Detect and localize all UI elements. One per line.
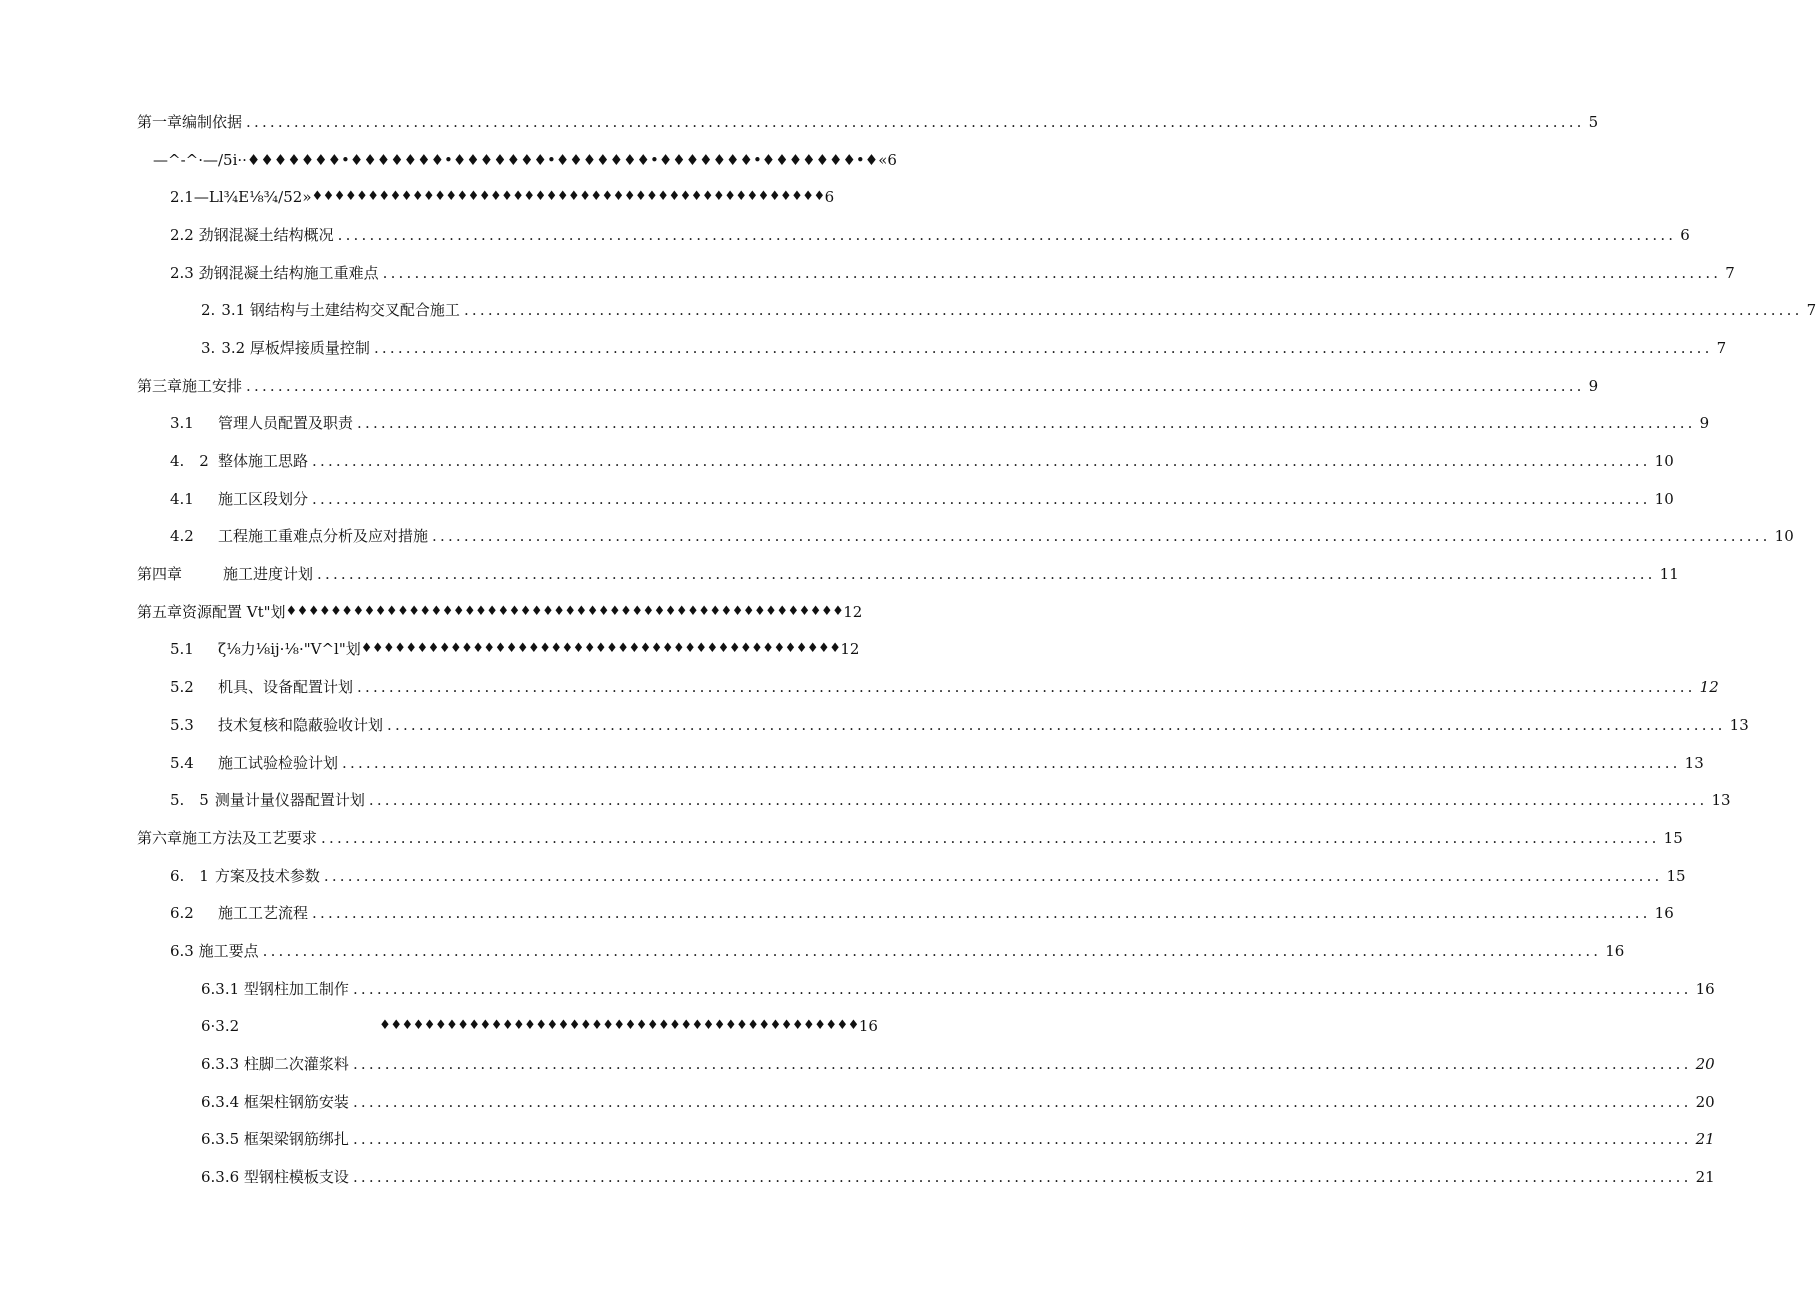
toc-entry-page-number: 5 [1588, 112, 1599, 131]
toc-entry-title: 2.3 劲钢混凝土结构施工重难点 [170, 263, 379, 282]
toc-entry[interactable] [0, 518, 1794, 556]
toc-entry-number: 5. 5 [170, 791, 209, 810]
toc-entry-number: 4. 2 [170, 452, 209, 471]
toc-dot-leader [246, 376, 1585, 396]
toc-dot-leader [383, 263, 1722, 283]
toc-entry-title: 第六章施工方法及工艺要求 [137, 828, 318, 847]
table-of-contents [0, 103, 1816, 1196]
toc-entry-page-number: 16 [858, 1017, 878, 1036]
toc-entry-page-number: 13 [1684, 753, 1704, 772]
toc-entry-title: 6.3.3 柱脚二次灌浆料 [201, 1055, 349, 1074]
toc-entry-page-number: 13 [1729, 715, 1749, 734]
toc-dot-leader [321, 828, 1660, 848]
toc-entry[interactable] [0, 593, 920, 631]
toc-dot-leader [374, 338, 1713, 358]
toc-entry-title: 方案及技术参数 [214, 866, 320, 885]
toc-entry[interactable] [0, 254, 1735, 292]
toc-entry[interactable] [0, 970, 1715, 1008]
toc-diamond-leader: ♦♦♦♦♦♦♦♦♦♦♦♦♦♦♦♦♦♦♦♦♦♦♦♦♦♦♦♦♦♦♦♦♦♦♦♦♦♦♦♦♦♦♦ [379, 1018, 859, 1034]
toc-entry-page-number: 11 [1659, 565, 1679, 584]
toc-dot-leader [342, 753, 1681, 773]
toc-entry-title: 3.1 钢结构与土建结构交叉配合施工 [221, 301, 460, 320]
toc-entry-number: 4.1 [170, 489, 194, 508]
toc-entry[interactable] [0, 178, 920, 216]
toc-diamond-leader: ♦♦♦♦♦♦♦♦♦♦♦♦♦♦♦♦♦♦♦♦♦♦♦♦♦♦♦♦♦♦♦♦♦♦♦♦♦♦♦♦♦♦♦♦♦♦♦♦♦♦ [285, 603, 844, 619]
toc-diamond-leader: ♦♦♦♦♦♦♦♦♦♦♦♦♦♦♦♦♦♦♦♦♦♦♦♦♦♦♦♦♦♦♦♦♦♦♦♦♦♦♦♦♦♦♦ [360, 641, 841, 657]
toc-entry[interactable] [0, 1045, 1715, 1083]
toc-entry-page-number: 9 [1699, 414, 1710, 433]
toc-entry-title: 管理人员配置及职责 [218, 414, 354, 433]
toc-entry-page-number: 15 [1666, 866, 1686, 885]
toc-entry-page-number: 7 [1806, 301, 1816, 320]
toc-entry-number: 第四章 [137, 565, 183, 584]
toc-diamond-leader: ♦♦♦♦♦♦♦♦♦♦♦♦♦♦♦♦♦♦♦♦♦♦♦♦♦♦♦♦♦♦♦♦♦♦♦♦♦♦♦♦♦♦♦♦♦♦ [311, 189, 825, 205]
toc-entry[interactable] [0, 631, 920, 669]
toc-dot-leader [312, 451, 1651, 471]
toc-dot-leader [464, 300, 1803, 320]
toc-dot-leader [246, 112, 1585, 132]
toc-entry-number: 6. 1 [170, 866, 209, 885]
toc-entry-title: 第五章资源配置 Vt"划 [137, 602, 286, 621]
toc-entry[interactable] [0, 1158, 1715, 1196]
toc-entry-page-number: 10 [1654, 489, 1674, 508]
toc-entry-number: 5.2 [170, 678, 194, 697]
toc-entry-title: 第三章施工安排 [137, 376, 243, 395]
toc-dot-leader [357, 677, 1696, 697]
toc-entry[interactable] [0, 329, 1727, 367]
toc-dot-leader [353, 1129, 1692, 1149]
toc-dot-leader [324, 866, 1663, 886]
toc-entry-page-number: 16 [1605, 941, 1625, 960]
toc-entry-title: 6·3.2 [201, 1017, 240, 1036]
toc-entry[interactable] [0, 103, 1599, 141]
toc-entry-number: 4.2 [170, 527, 194, 546]
toc-entry-title: 施工工艺流程 [218, 904, 309, 923]
toc-entry-page-number: 6 [824, 188, 835, 207]
toc-entry-page-number: 20 [1695, 1055, 1715, 1074]
toc-dot-leader [432, 526, 1771, 546]
toc-entry-page-number: 16 [1695, 979, 1715, 998]
toc-entry[interactable] [0, 555, 1679, 593]
toc-entry-page-number: 12 [840, 640, 860, 659]
toc-entry[interactable] [0, 367, 1599, 405]
toc-dot-leader [353, 1092, 1692, 1112]
toc-dot-leader [387, 715, 1726, 735]
toc-dot-leader [338, 225, 1677, 245]
toc-entry-page-number: 7 [1725, 263, 1735, 282]
toc-entry-page-number: 10 [1654, 452, 1674, 471]
toc-entry-page-number: 9 [1588, 376, 1599, 395]
toc-entry-title: —^-^·—∕5i··♦♦♦♦♦♦♦•♦♦♦♦♦♦♦•♦♦♦♦♦♦♦•♦♦♦♦♦♦♦•♦♦♦♦♦♦♦•♦♦♦♦♦♦♦•♦« [153, 150, 888, 169]
toc-dot-leader [353, 1054, 1692, 1074]
toc-entry-number: 3.1 [170, 414, 194, 433]
toc-entry[interactable] [0, 442, 1674, 480]
toc-entry-page-number: 6 [887, 150, 897, 169]
toc-dot-leader [357, 413, 1696, 433]
toc-entry-title: 6.3.1 型钢柱加工制作 [201, 979, 349, 998]
toc-entry[interactable] [0, 216, 1690, 254]
toc-entry-page-number: 21 [1695, 1130, 1715, 1149]
toc-entry[interactable] [0, 405, 1710, 443]
toc-entry-title: 机具、设备配置计划 [218, 678, 354, 697]
toc-entry-title: 6.3.6 型钢柱模板支设 [201, 1168, 349, 1187]
toc-entry[interactable] [0, 1008, 920, 1046]
toc-entry-number: 2. [201, 301, 216, 320]
toc-entry-title: 工程施工重难点分析及应对措施 [218, 527, 429, 546]
toc-entry-number: 6.2 [170, 904, 194, 923]
toc-entry-title: 2.2 劲钢混凝土结构概况 [170, 225, 334, 244]
toc-entry-page-number: 13 [1711, 791, 1731, 810]
toc-entry-title: 6.3 施工要点 [170, 941, 259, 960]
toc-entry-page-number: 12 [843, 602, 863, 621]
toc-entry[interactable] [0, 480, 1674, 518]
toc-entry[interactable] [0, 668, 1719, 706]
toc-dot-leader [353, 979, 1692, 999]
toc-entry[interactable] [0, 706, 1749, 744]
toc-dot-leader [369, 790, 1708, 810]
toc-dot-leader [317, 564, 1656, 584]
toc-entry-page-number: 6 [1680, 225, 1690, 244]
toc-entry-title: 测量计量仪器配置计划 [214, 791, 365, 810]
toc-entry-page-number: 20 [1695, 1092, 1715, 1111]
toc-entry-title: 施工进度计划 [223, 565, 314, 584]
toc-entry-title: 施工区段划分 [218, 489, 309, 508]
toc-entry-title: 整体施工思路 [218, 452, 309, 471]
toc-dot-leader [312, 489, 1651, 509]
toc-dot-leader [263, 941, 1602, 961]
toc-entry-page-number: 12 [1699, 678, 1719, 697]
toc-entry-number: 5.4 [170, 753, 194, 772]
toc-entry-number: 5.3 [170, 715, 194, 734]
toc-entry-title: 6.3.5 框架梁钢筋绑扎 [201, 1130, 349, 1149]
toc-entry-title: 3.2 厚板焊接质量控制 [221, 338, 370, 357]
toc-entry[interactable] [0, 781, 1731, 819]
toc-entry[interactable] [0, 744, 1704, 782]
toc-entry-title: 施工试验检验计划 [218, 753, 339, 772]
toc-entry[interactable] [0, 1121, 1715, 1159]
toc-entry-page-number: 21 [1695, 1168, 1715, 1187]
toc-entry[interactable] [0, 857, 1686, 895]
toc-entry-page-number: 15 [1663, 828, 1683, 847]
toc-entry[interactable] [0, 141, 920, 179]
toc-entry[interactable] [0, 1083, 1715, 1121]
toc-entry-title: ζ⅛力⅛ij·⅛·"V^l"划 [218, 640, 361, 659]
toc-entry-title: 2.1—Ll¾E⅛¾∕52» [170, 188, 312, 207]
toc-entry[interactable] [0, 291, 1816, 329]
toc-entry-title: 第一章编制依据 [137, 112, 243, 131]
toc-entry-page-number: 10 [1774, 527, 1794, 546]
toc-entry-title: 6.3.4 框架柱钢筋安装 [201, 1092, 349, 1111]
toc-entry-number: 5.1 [170, 640, 194, 659]
toc-entry[interactable] [0, 819, 1683, 857]
toc-entry-number: 3. [201, 338, 216, 357]
toc-entry[interactable] [0, 932, 1625, 970]
toc-entry-page-number: 16 [1654, 904, 1674, 923]
toc-dot-leader [312, 903, 1651, 923]
toc-entry[interactable] [0, 894, 1674, 932]
toc-dot-leader [353, 1167, 1692, 1187]
toc-entry-page-number: 7 [1716, 338, 1727, 357]
toc-entry-title: 技术复核和隐蔽验收计划 [218, 715, 384, 734]
